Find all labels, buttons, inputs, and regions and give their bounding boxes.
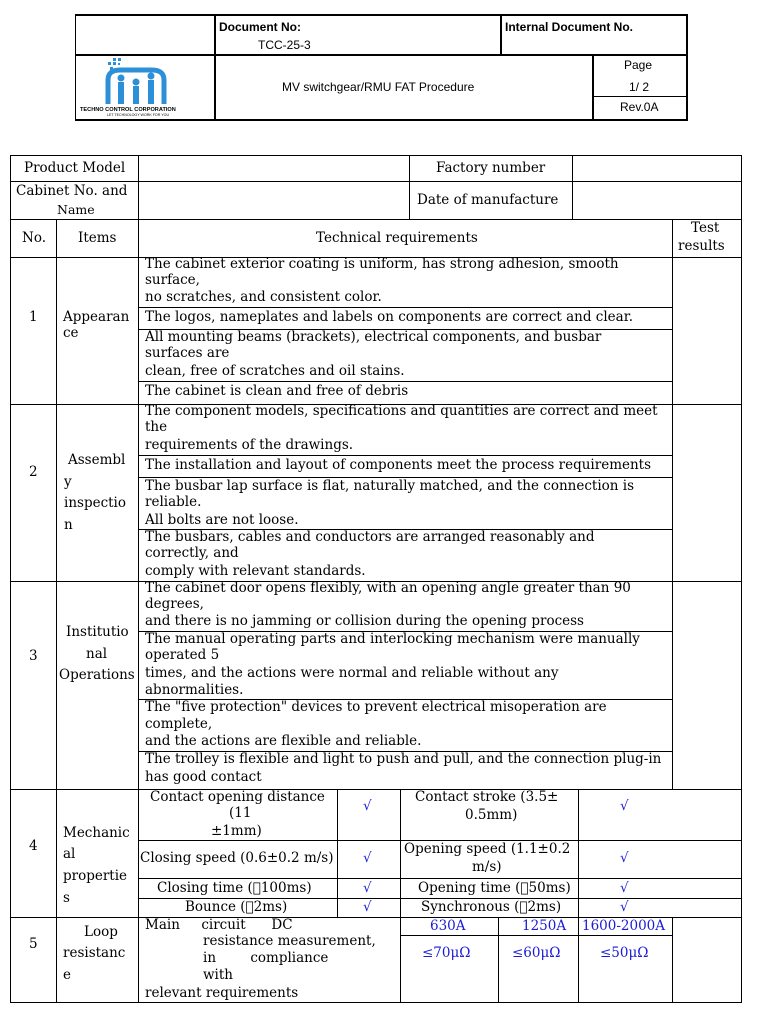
company-logo [80, 56, 210, 118]
cabinet-no-label: Cabinet No. and [16, 183, 128, 199]
bounce-check: √ [363, 899, 372, 915]
page-label: Page [624, 58, 653, 72]
document-title: MV switchgear/RMU FAT Procedure [282, 80, 475, 94]
section-3-req-4a: The trolley is flexible and light to push and pull, and the connection plug-in [145, 751, 662, 767]
section-3-req-2c: times, and the actions were normal and reliable without any [145, 665, 559, 681]
contact-opening-distance-2: (11 [229, 805, 252, 821]
opening-speed-1: Opening speed (1.1±0.2 [404, 841, 571, 857]
section-1-req-1b: surface, [145, 272, 200, 288]
col-no: No. [22, 230, 46, 246]
contact-stroke-2: 0.5mm) [465, 807, 518, 823]
opening-speed-check: √ [620, 850, 629, 866]
section-5-desc-5: relevant requirements [145, 985, 299, 1001]
section-5-desc-1: Main circuit DC [145, 917, 293, 933]
loop-value-1600-2000a: ≤50μΩ [600, 945, 649, 961]
section-3-item-1: Institutio [66, 624, 129, 640]
opening-speed-2: m/s) [472, 859, 502, 875]
section-2-item-4: n [64, 517, 73, 533]
section-3-req-2b: operated 5 [145, 647, 220, 663]
closing-time-check: √ [363, 880, 372, 896]
section-4-no: 4 [29, 838, 38, 854]
contact-opening-check: √ [363, 798, 372, 814]
section-1-req-3a: All mounting beams (brackets), electrical components, and busbar [145, 329, 602, 345]
opening-time: Opening time ( 50ms) [418, 880, 571, 896]
section-3-item-2: nal [86, 646, 108, 662]
synchronous-check: √ [620, 899, 629, 915]
closing-speed: Closing speed (0.6±0.2 m/s) [140, 850, 334, 866]
document-no-label: Document No: [219, 20, 301, 34]
section-5-item-1: Loop [84, 924, 118, 940]
section-1-no: 1 [29, 309, 38, 325]
section-1-req-3b: surfaces are [145, 345, 230, 361]
section-5-desc-3: in compliance [203, 950, 329, 966]
section-2-req-3b: reliable. [145, 494, 202, 510]
company-tagline: LET TECHNOLOGY WORK FOR YOU [107, 113, 170, 117]
section-4-item-2: al [63, 846, 76, 862]
section-5-item-2: resistanc [63, 945, 126, 961]
section-3-req-2a: The manual operating parts and interlocking mechanism were manually [145, 631, 640, 647]
section-3-req-3a: The "five protection" devices to prevent electrical misoperation are [145, 699, 607, 715]
section-4-item-1: Mechanic [63, 825, 130, 841]
loop-header-1600-2000a: 1600-2000A [582, 918, 666, 934]
contact-stroke-check: √ [620, 798, 629, 814]
section-1-item: Appearan [63, 309, 130, 325]
section-2-item-2: y [64, 474, 72, 490]
section-2-req-2: The installation and layout of components meet the process requirements [145, 457, 652, 473]
revision: Rev.0A [620, 100, 659, 114]
col-technical-requirements: Technical requirements [316, 230, 478, 246]
section-1-req-4: The cabinet is clean and free of debris [145, 383, 409, 399]
section-5-desc-4: with [203, 967, 233, 983]
section-2-item-1: Assembl [68, 452, 126, 468]
company-name: TECHNO CONTROL CORPORATION [80, 107, 176, 113]
loop-value-630a: ≤70μΩ [422, 945, 471, 961]
col-items: Items [78, 230, 117, 246]
contact-opening-distance-3: ±1mm) [211, 823, 262, 839]
date-of-manufacture-label: Date of manufacture [417, 192, 559, 208]
loop-value-1250a: ≤60μΩ [512, 945, 561, 961]
page-number: 1/ 2 [629, 80, 650, 94]
section-3-req-1c: and there is no jamming or collision during the opening process [145, 613, 584, 629]
section-2-req-3c: All bolts are not loose. [145, 512, 299, 528]
section-3-req-2d: abnormalities. [145, 682, 244, 698]
section-3-req-1a: The cabinet door opens flexibly, with an opening angle greater than 90 [145, 580, 631, 596]
section-3-no: 3 [29, 648, 38, 664]
section-2-req-1c: requirements of the drawings. [145, 437, 354, 453]
opening-time-check: √ [620, 880, 629, 896]
section-1-req-1c: no scratches, and consistent color. [145, 289, 382, 305]
col-test-results-1: Test [691, 220, 720, 236]
section-3-item-3: Operations [59, 667, 135, 683]
section-1-req-2: The logos, nameplates and labels on components are correct and clear. [145, 309, 633, 325]
document-no: TCC-25-3 [258, 38, 311, 52]
section-4-item-4: s [63, 890, 70, 906]
closing-time: Closing time ( 100ms) [157, 880, 312, 896]
section-3-req-3c: and the actions are flexible and reliable. [145, 733, 422, 749]
section-2-req-4b: correctly, and [145, 545, 239, 561]
loop-header-630a: 630A [430, 918, 466, 934]
internal-document-label: Internal Document No. [505, 20, 634, 34]
section-2-req-1a: The component models, specifications and quantities are correct and meet [145, 403, 658, 419]
section-4-item-3: propertie [63, 868, 128, 884]
product-model-label: Product Model [24, 160, 126, 176]
section-1-req-3c: clean, free of scratches and oil stains. [145, 363, 405, 379]
section-5-item-3: e [63, 967, 71, 983]
contact-opening-distance-1: Contact opening distance [150, 789, 325, 805]
section-2-req-4c: comply with relevant standards. [145, 563, 366, 579]
section-3-req-3b: complete, [145, 716, 213, 732]
section-3-req-4b: has good contact [145, 769, 262, 785]
section-1-req-1a: The cabinet exterior coating is uniform, has strong adhesion, smooth [145, 256, 619, 272]
section-2-req-1b: the [145, 419, 168, 435]
section-2-req-3a: The busbar lap surface is flat, naturally matched, and the connection is [145, 478, 635, 494]
synchronous: Synchronous ( 2ms) [421, 899, 562, 915]
bounce: Bounce ( 2ms) [185, 899, 288, 915]
loop-header-1250a: 1250A [522, 918, 567, 934]
section-5-no: 5 [29, 936, 38, 952]
section-2-req-4a: The busbars, cables and conductors are arranged reasonably and [145, 529, 595, 545]
contact-stroke-1: Contact stroke (3.5± [415, 789, 559, 805]
section-2-no: 2 [29, 464, 38, 480]
section-2-item-3: inspectio [64, 495, 127, 511]
section-5-desc-2: resistance measurement, [203, 933, 376, 949]
col-test-results-2: results [678, 238, 725, 254]
closing-speed-check: √ [363, 850, 372, 866]
factory-number-label: Factory number [436, 160, 546, 176]
section-1-item-2: ce [63, 325, 79, 341]
cabinet-name-label: Name [57, 202, 95, 217]
section-3-req-1b: degrees, [145, 596, 204, 612]
